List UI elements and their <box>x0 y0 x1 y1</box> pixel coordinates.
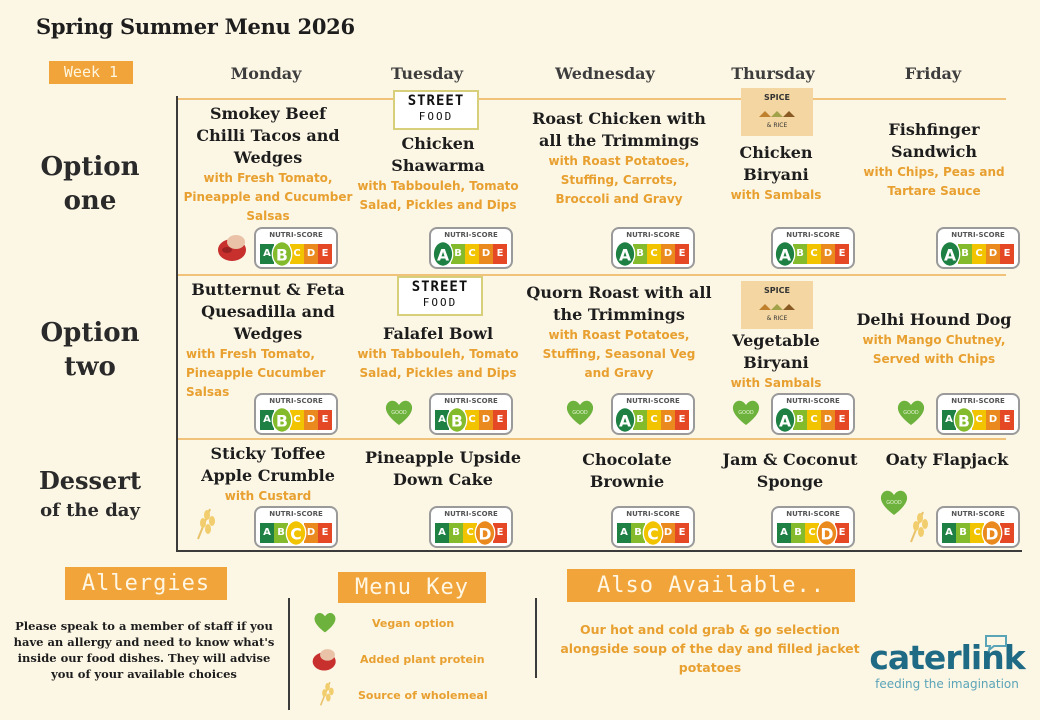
day-header-friday: Friday <box>904 64 962 83</box>
street-food-badge: STREET FOOD <box>393 90 479 130</box>
dish-dessert-monday: Sticky Toffee Apple Crumble with Custard <box>201 444 335 503</box>
nutri-score-label: NUTRI-SCORE <box>269 397 323 405</box>
dish-option-two-tuesday: Falafel Bowl with Tabbouleh, Tomato Salad, Pickles and Dips <box>357 324 519 380</box>
nutri-score-grade-d: D <box>661 244 675 264</box>
row-divider-top <box>178 98 1006 100</box>
nutri-score-scale <box>260 523 332 543</box>
nutri-score-grade-a: A <box>777 523 791 543</box>
nutri-score-option-one-friday <box>936 227 1020 269</box>
nutri-score-grade-a: A <box>433 241 454 267</box>
dish-dessert-thursday: Jam & Coconut Sponge <box>722 450 858 491</box>
nutri-score-grade-d: D <box>817 520 838 546</box>
dish-option-one-friday: Fishfinger Sandwich with Chips, Peas and Tartare Sauce <box>863 120 1005 198</box>
nutri-score-grade-c: C <box>807 244 821 264</box>
nutri-score-dessert-monday <box>254 506 338 548</box>
nutri-score-label: NUTRI-SCORE <box>951 231 1005 239</box>
nutri-score-grade-b: B <box>451 244 465 264</box>
spice-mounds-icon <box>757 302 797 310</box>
nutri-score-label: NUTRI-SCORE <box>444 510 498 518</box>
nutri-score-grade-d: D <box>986 410 1000 430</box>
nutri-score-scale <box>260 244 332 264</box>
nutri-score-grade-b: B <box>272 407 293 433</box>
nutri-score-grade-b: B <box>631 523 645 543</box>
nutri-score-grade-b: B <box>274 523 288 543</box>
nutri-score-grade-d: D <box>982 520 1003 546</box>
street-food-badge: STREET FOOD <box>397 276 483 316</box>
nutri-score-scale <box>435 523 507 543</box>
brand-name: caterlink <box>869 638 1025 677</box>
nutri-score-grade-c: C <box>643 520 664 546</box>
nutri-score-grade-a: A <box>260 523 274 543</box>
dish-option-two-friday: Delhi Hound Dog with Mango Chutney, Served with Chips <box>856 310 1012 366</box>
nutri-score-label: NUTRI-SCORE <box>444 397 498 405</box>
nutri-score-grade-b: B <box>633 410 647 430</box>
nutri-score-option-two-tuesday <box>429 393 513 435</box>
nutri-score-label: NUTRI-SCORE <box>444 231 498 239</box>
nutri-score-grade-c: C <box>807 410 821 430</box>
nutri-score-grade-a: A <box>617 523 631 543</box>
spice-rice-badge: SPICE & RICE <box>741 88 813 136</box>
dish-option-two-wednesday: Quorn Roast with all the Trimmings with Roast Potatoes, Stuffing, Seasonal Veg and Gravy <box>526 283 712 380</box>
allergies-heading: Allergies <box>65 567 227 600</box>
nutri-score-grade-a: A <box>435 410 449 430</box>
nutri-score-label: NUTRI-SCORE <box>626 231 680 239</box>
nutri-score-grade-b: B <box>633 244 647 264</box>
nutri-score-option-two-thursday <box>771 393 855 435</box>
dish-option-one-monday: Smokey Beef Chilli Tacos and Wedges with Fresh Tomato, Pineapple and Cucumber Salsas <box>183 104 353 223</box>
nutri-score-grade-a: A <box>775 407 796 433</box>
nutri-score-scale <box>942 244 1014 264</box>
brand-tagline: feeding the imagination <box>875 677 1019 691</box>
nutri-score-dessert-tuesday <box>429 506 513 548</box>
nutri-score-grade-e: E <box>835 410 849 430</box>
plant-protein-icon <box>215 230 251 264</box>
nutri-score-option-one-wednesday <box>611 227 695 269</box>
dish-option-two-monday: Butternut & Feta Quesadilla and Wedges with Fresh Tomato, Pineapple Cucumber Salsas <box>186 280 345 399</box>
vegan-heart-icon <box>312 610 338 634</box>
nutri-score-grade-e: E <box>675 244 689 264</box>
nutri-score-grade-c: C <box>290 244 304 264</box>
nutri-score-grade-b: B <box>954 407 975 433</box>
nutri-score-label: NUTRI-SCORE <box>269 510 323 518</box>
svg-text:GOOD: GOOD <box>903 410 919 416</box>
nutri-score-grade-c: C <box>465 244 479 264</box>
nutri-score-scale <box>435 244 507 264</box>
dish-option-two-thursday: Vegetable Biryani with Sambals <box>730 331 822 390</box>
key-wholemeal-label: Source of wholemeal <box>358 689 488 702</box>
nutri-score-option-one-tuesday <box>429 227 513 269</box>
nutri-score-grade-e: E <box>835 523 849 543</box>
nutri-score-grade-a: A <box>942 523 956 543</box>
plant-protein-icon <box>310 645 340 673</box>
nutri-score-option-two-wednesday <box>611 393 695 435</box>
nutri-score-dessert-friday <box>936 506 1020 548</box>
dish-dessert-friday: Oaty Flapjack <box>885 450 1009 469</box>
row-divider-bottom <box>178 438 1006 440</box>
also-available-text: Our hot and cold grab & go selection alongside soup of the day and filled jacket potatoes <box>560 622 860 675</box>
row-divider-middle <box>178 274 1006 276</box>
nutri-score-grade-b: B <box>449 523 463 543</box>
nutri-score-grade-c: C <box>290 410 304 430</box>
nutri-score-grade-e: E <box>493 523 507 543</box>
day-header-thursday: Thursday <box>731 64 815 83</box>
nutri-score-label: NUTRI-SCORE <box>786 231 840 239</box>
nutri-score-label: NUTRI-SCORE <box>626 397 680 405</box>
nutri-score-grade-b: B <box>956 523 970 543</box>
nutri-score-grade-d: D <box>661 523 675 543</box>
week-badge: Week 1 <box>49 61 133 84</box>
nutri-score-label: NUTRI-SCORE <box>951 397 1005 405</box>
day-header-monday: Monday <box>230 64 302 83</box>
nutri-score-scale <box>617 410 689 430</box>
menu-key-heading: Menu Key <box>338 572 486 603</box>
nutri-score-grade-d: D <box>821 244 835 264</box>
nutri-score-grade-e: E <box>318 410 332 430</box>
nutri-score-grade-d: D <box>986 244 1000 264</box>
svg-text:GOOD: GOOD <box>738 410 754 416</box>
spice-rice-badge: SPICE & RICE <box>741 281 813 329</box>
row-label-dessert: Dessert of the day <box>38 466 142 521</box>
nutri-score-scale <box>942 523 1014 543</box>
svg-text:GOOD: GOOD <box>572 410 588 416</box>
wholemeal-wheat-icon <box>316 678 336 708</box>
nutri-score-label: NUTRI-SCORE <box>269 231 323 239</box>
nutri-score-grade-e: E <box>493 410 507 430</box>
dish-dessert-tuesday: Pineapple Upside Down Cake <box>364 448 522 489</box>
dish-option-one-thursday: Chicken Biryani with Sambals <box>730 143 822 202</box>
nutri-score-grade-a: A <box>775 241 796 267</box>
allergies-text: Please speak to a member of staff if you have an allergy and need to know what's inside our food dishes. They will advise you of your available choices <box>13 619 275 681</box>
nutri-score-grade-e: E <box>493 244 507 264</box>
nutri-score-scale <box>777 410 849 430</box>
key-vegan-label: Vegan option <box>372 617 455 630</box>
nutri-score-grade-e: E <box>675 523 689 543</box>
nutri-score-grade-e: E <box>835 244 849 264</box>
nutri-score-dessert-wednesday <box>611 506 695 548</box>
nutri-score-grade-d: D <box>479 244 493 264</box>
nutri-score-grade-a: A <box>615 407 636 433</box>
nutri-score-grade-a: A <box>260 410 274 430</box>
dish-dessert-wednesday: Chocolate Brownie <box>582 450 672 491</box>
nutri-score-grade-e: E <box>1000 523 1014 543</box>
nutri-score-scale <box>777 244 849 264</box>
nutri-score-grade-e: E <box>1000 410 1014 430</box>
nutri-score-grade-a: A <box>942 410 956 430</box>
nutri-score-grade-b: B <box>272 241 293 267</box>
nutri-score-scale <box>617 244 689 264</box>
vegan-heart-icon <box>564 396 596 428</box>
vegan-heart-icon <box>895 396 927 428</box>
nutri-score-grade-b: B <box>447 407 468 433</box>
spice-mounds-icon <box>757 109 797 117</box>
nutri-score-grade-a: A <box>435 523 449 543</box>
row-label-option-two: Option two <box>40 318 140 382</box>
nutri-score-grade-b: B <box>791 523 805 543</box>
nutri-score-grade-e: E <box>675 410 689 430</box>
bottom-divider <box>288 598 290 710</box>
dish-option-one-wednesday: Roast Chicken with all the Trimmings with Roast Potatoes, Stuffing, Carrots, Broccoli and Gravy <box>532 109 706 206</box>
nutri-score-option-two-monday <box>254 393 338 435</box>
nutri-score-label: NUTRI-SCORE <box>626 510 680 518</box>
nutri-score-grade-c: C <box>647 244 661 264</box>
nutri-score-grade-e: E <box>318 244 332 264</box>
nutri-score-grade-c: C <box>286 520 307 546</box>
nutri-score-grade-a: A <box>615 241 636 267</box>
nutri-score-label: NUTRI-SCORE <box>786 397 840 405</box>
vegan-heart-icon <box>730 396 762 428</box>
also-available-heading: Also Available.. <box>567 569 855 602</box>
day-header-wednesday: Wednesday <box>555 64 655 83</box>
vegan-heart-icon <box>383 396 415 428</box>
nutri-score-scale <box>435 410 507 430</box>
nutri-score-grade-d: D <box>304 244 318 264</box>
nutri-score-grade-c: C <box>647 410 661 430</box>
nutri-score-scale <box>260 410 332 430</box>
nutri-score-grade-c: C <box>805 523 819 543</box>
nutri-score-grade-d: D <box>304 523 318 543</box>
nutri-score-grade-c: C <box>463 523 477 543</box>
nutri-score-grade-b: B <box>793 244 807 264</box>
nutri-score-grade-d: D <box>661 410 675 430</box>
nutri-score-grade-e: E <box>1000 244 1014 264</box>
grid-bottom-line <box>176 550 1022 552</box>
dish-option-one-tuesday: Chicken Shawarma with Tabbouleh, Tomato Salad, Pickles and Dips <box>357 134 519 212</box>
nutri-score-label: NUTRI-SCORE <box>951 510 1005 518</box>
nutri-score-scale <box>617 523 689 543</box>
nutri-score-scale <box>777 523 849 543</box>
nutri-score-grade-c: C <box>465 410 479 430</box>
nutri-score-grade-b: B <box>958 244 972 264</box>
nutri-score-grade-a: A <box>940 241 961 267</box>
bottom-divider <box>535 598 537 678</box>
key-plant-protein-label: Added plant protein <box>360 653 485 666</box>
nutri-score-grade-b: B <box>793 410 807 430</box>
nutri-score-grade-e: E <box>318 523 332 543</box>
nutri-score-grade-c: C <box>970 523 984 543</box>
nutri-score-scale <box>942 410 1014 430</box>
nutri-score-grade-d: D <box>479 410 493 430</box>
nutri-score-grade-c: C <box>972 244 986 264</box>
nutri-score-grade-a: A <box>260 244 274 264</box>
nutri-score-grade-d: D <box>821 410 835 430</box>
row-label-option-one: Option one <box>40 152 140 216</box>
wholemeal-wheat-icon <box>192 505 218 541</box>
nutri-score-dessert-thursday <box>771 506 855 548</box>
nutri-score-grade-c: C <box>972 410 986 430</box>
menu-title: Spring Summer Menu 2026 <box>36 14 355 39</box>
day-header-tuesday: Tuesday <box>390 64 464 83</box>
nutri-score-option-two-friday <box>936 393 1020 435</box>
wholemeal-wheat-icon <box>905 508 931 544</box>
nutri-score-grade-d: D <box>475 520 496 546</box>
nutri-score-label: NUTRI-SCORE <box>786 510 840 518</box>
svg-text:GOOD: GOOD <box>391 410 407 416</box>
svg-text:GOOD: GOOD <box>886 500 902 506</box>
speech-bubble-icon <box>984 634 1008 652</box>
nutri-score-option-one-monday <box>254 227 338 269</box>
nutri-score-grade-d: D <box>304 410 318 430</box>
nutri-score-option-one-thursday <box>771 227 855 269</box>
